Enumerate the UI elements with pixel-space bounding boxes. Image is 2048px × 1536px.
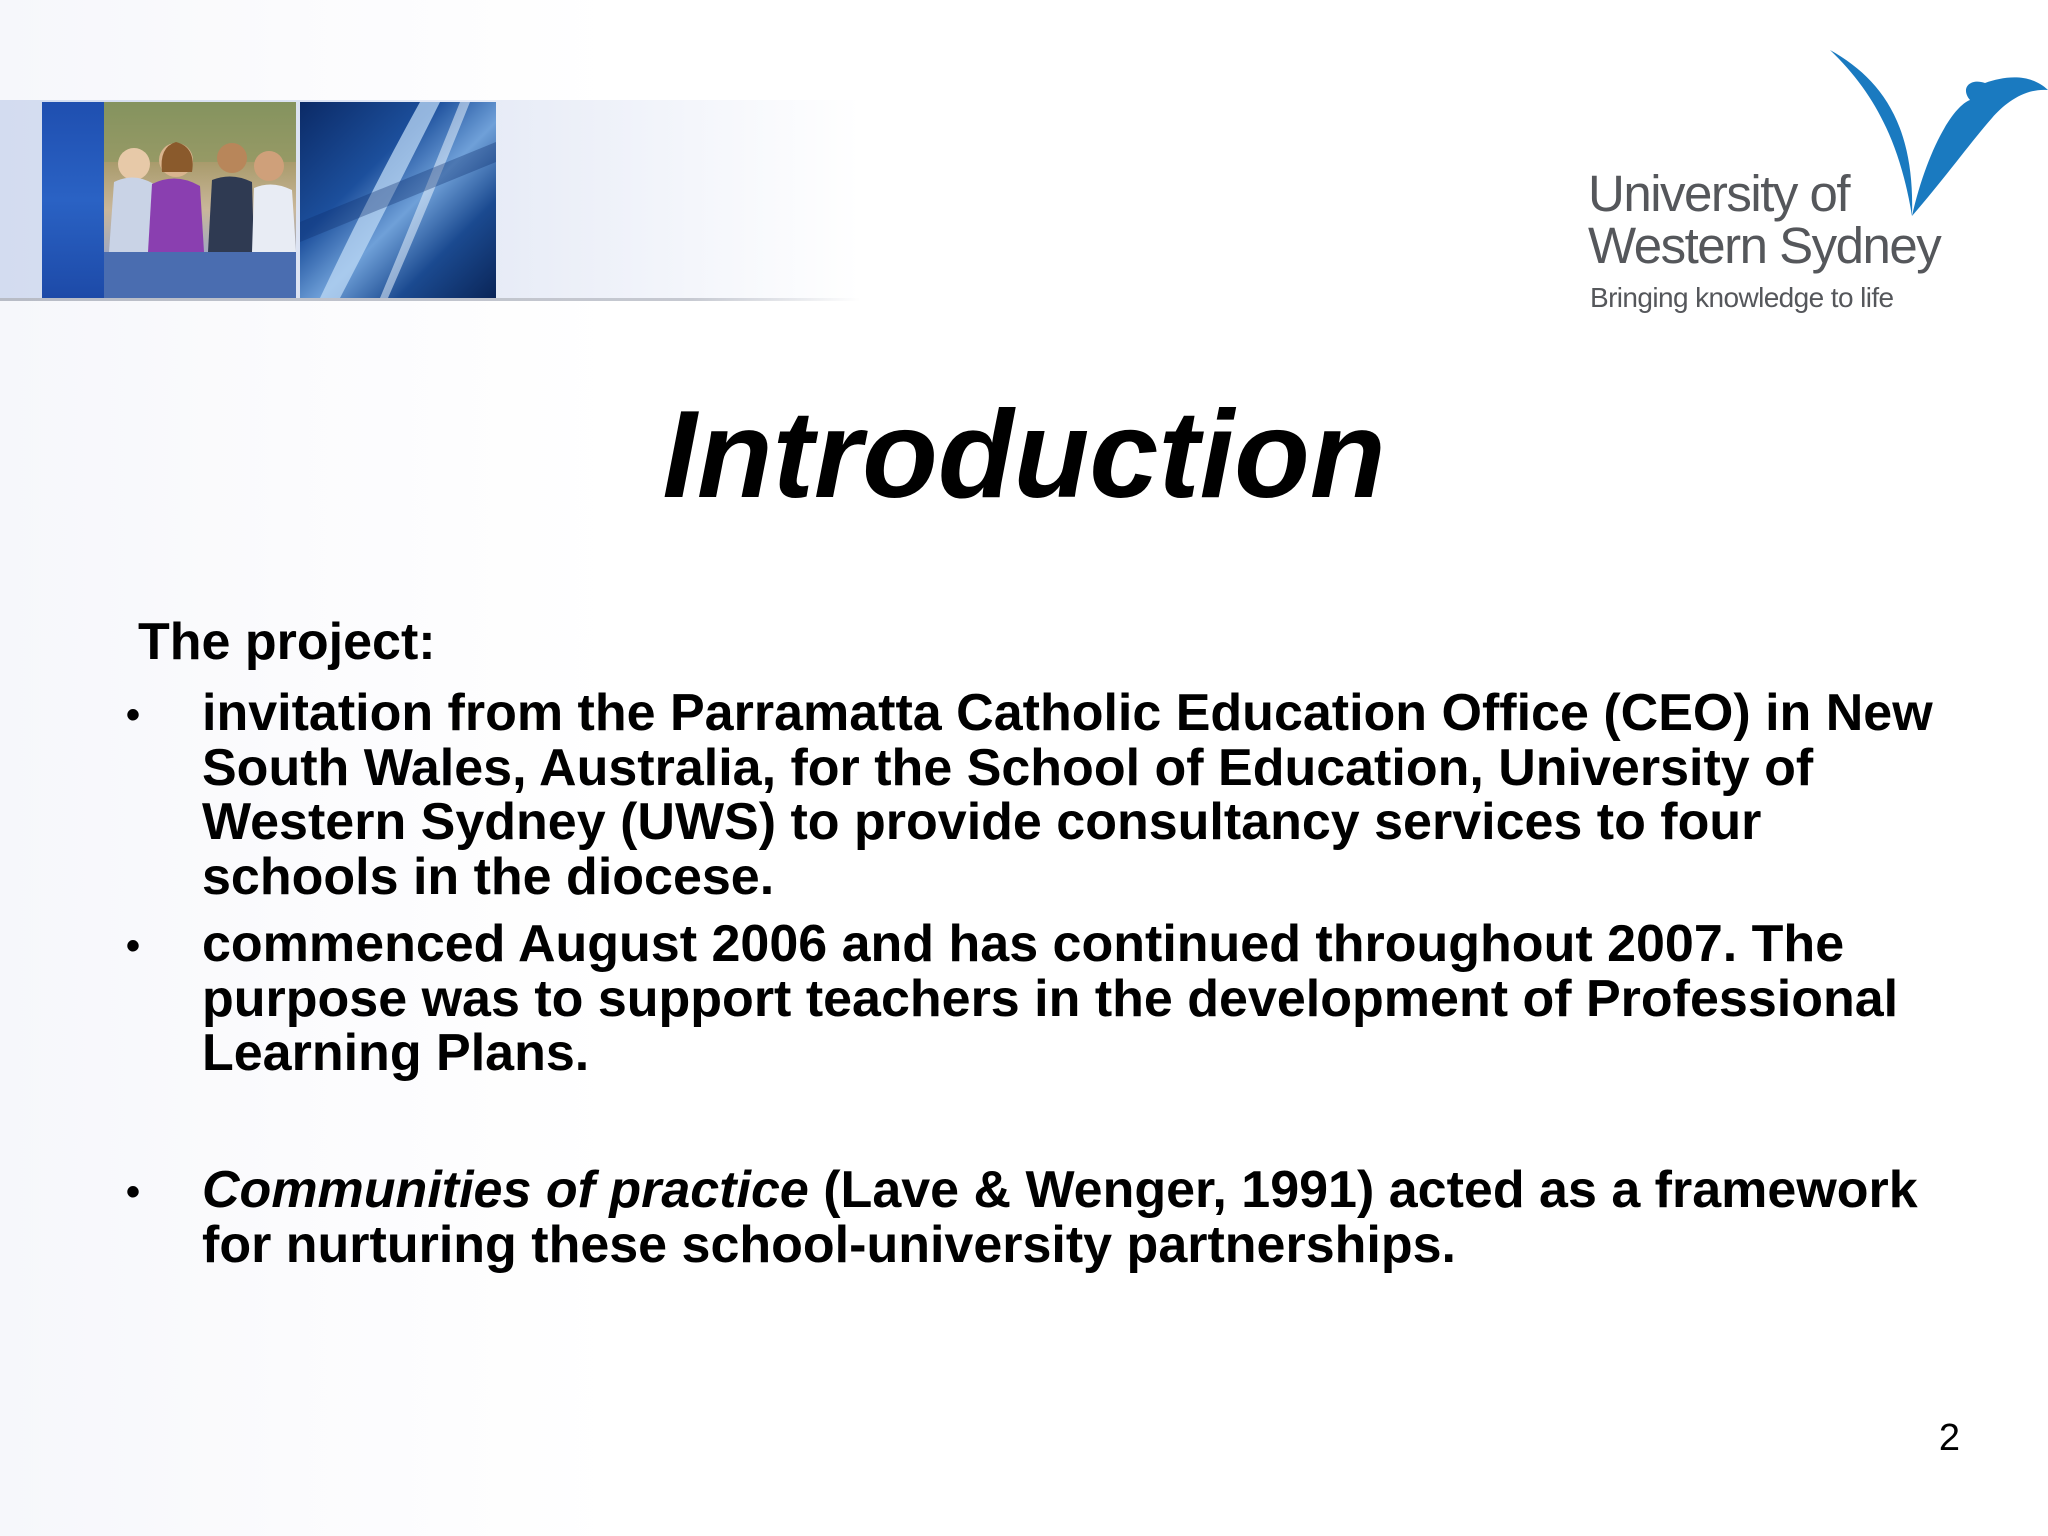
banner-divider [0, 298, 860, 301]
section-lead: The project: [138, 613, 436, 671]
architecture-illustration [300, 102, 496, 298]
logo-wordmark-line1: University of [1588, 165, 1850, 222]
bullet-rest: (Lave & Wenger, 1991) acted as a framework for nurturing these school-university partnerships. [202, 1161, 1918, 1274]
bullet-text: commenced August 2006 and has continued throughout 2007. The purpose was to support teachers in the development of Professional Learning Plans. [202, 915, 1899, 1082]
logo-tagline: Bringing knowledge to life [1590, 282, 1894, 313]
logo-wordmark-line2: Western Sydney [1588, 217, 1941, 274]
banner-students-photo [104, 102, 296, 298]
banner-architecture-photo [300, 102, 496, 298]
banner-blue-panel-image [42, 102, 104, 298]
bullet-emphasis: Communities of practice [202, 1161, 809, 1219]
university-bird-logo-icon [1820, 48, 2048, 218]
page-number: 2 [1938, 1417, 1960, 1459]
bullet-text: invitation from the Parramatta Catholic Education Office (CEO) in New South Wales, Australia, for the School of Education, University of Western Sydney (UWS) to provide consultancy services to four schools in the diocese. [202, 684, 1933, 906]
bullet-text [202, 1163, 1962, 1272]
slide-title: Introduction [662, 386, 1386, 524]
students-illustration [104, 102, 296, 298]
bullet-marker: • [126, 1170, 141, 1214]
bullet-marker: • [126, 693, 141, 737]
bullet-marker: • [126, 924, 141, 968]
